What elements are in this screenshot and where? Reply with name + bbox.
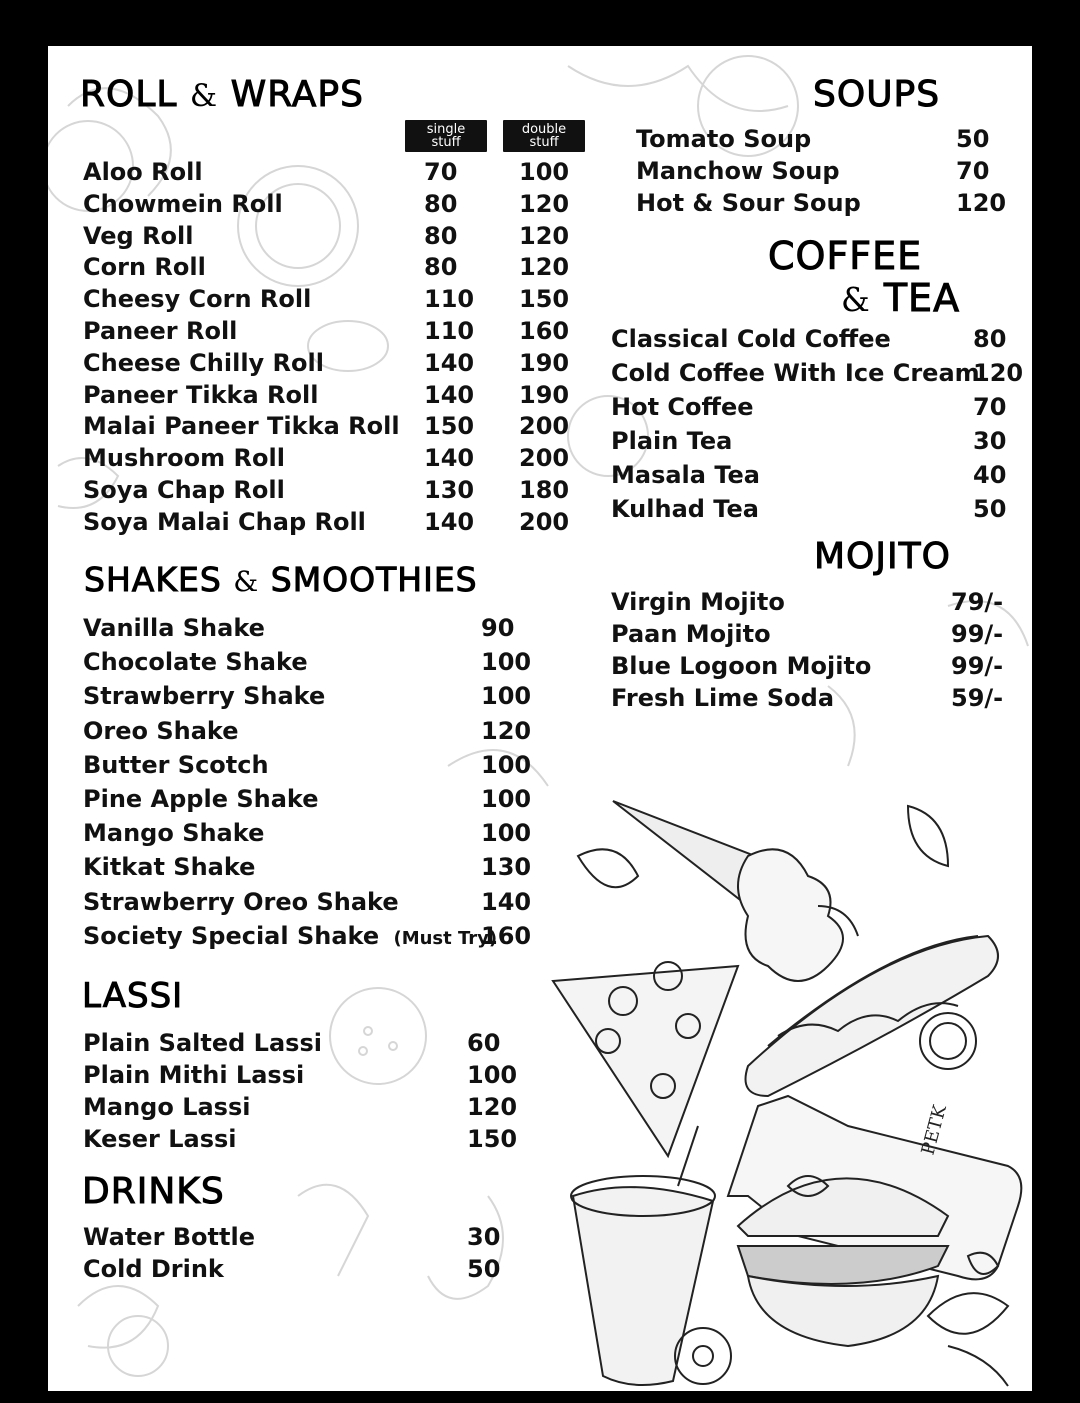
- coffee-item-name: Plain Tea: [611, 427, 733, 455]
- drinks-item-price-price: 50: [467, 1255, 501, 1283]
- rolls-item-price-single: 140: [424, 348, 475, 377]
- drinks-item-name: Cold Drink: [83, 1255, 224, 1283]
- coffee-item-name: Cold Coffee With Ice Cream: [611, 359, 980, 387]
- coffee-heading: COFFEE: [768, 234, 923, 278]
- shakes-heading: SHAKES & SMOOTHIES: [84, 560, 478, 599]
- shakes-item-price-price: 100: [481, 682, 532, 711]
- rolls-item-name: Malai Paneer Tikka Roll: [83, 412, 400, 441]
- rolls-item-name: Mushroom Roll: [83, 444, 285, 473]
- lassi-item-price-price: 60: [467, 1029, 501, 1057]
- soups-item-name: Tomato Soup: [636, 125, 812, 153]
- rolls-item-price-double: 160: [519, 317, 570, 345]
- rolls-item-name: Corn Roll: [83, 253, 206, 282]
- rolls-item-name: Soya Malai Chap Roll: [83, 507, 366, 536]
- mojito-heading: MOJITO: [814, 536, 951, 577]
- lassi-heading: LASSI: [82, 976, 184, 1016]
- soups-item-price-price: 70: [956, 157, 990, 185]
- rolls-item-price-double: 120: [519, 189, 570, 218]
- shakes-item-price-price: 100: [481, 648, 532, 677]
- rolls-item-price-single: 80: [424, 189, 458, 218]
- rolls-item-price-double: 150: [519, 285, 570, 314]
- shakes-item-name: Butter Scotch: [83, 750, 269, 779]
- shakes-item-price-price: 100: [481, 785, 532, 813]
- menu-page: [48, 46, 1032, 1391]
- rolls-heading: ROLL & WRAPS: [80, 74, 364, 115]
- coffee-item-price-price: 70: [973, 393, 1007, 421]
- rolls-item-price-single: 110: [424, 317, 475, 345]
- lassi-item-name: Mango Lassi: [83, 1093, 251, 1121]
- rolls-item-name: Paneer Tikka Roll: [83, 380, 319, 409]
- lassi-item-name: Keser Lassi: [83, 1125, 237, 1153]
- shakes-item-name: Mango Shake: [83, 819, 265, 848]
- rolls-item-price-single: 70: [424, 158, 458, 186]
- shakes-item-price-price: 90: [481, 614, 515, 642]
- shakes-item-name: Chocolate Shake: [83, 648, 308, 677]
- shakes-item-price-price: 120: [481, 716, 532, 745]
- coffee-item-name: Kulhad Tea: [611, 495, 759, 523]
- rolls-item-price-double: 190: [519, 380, 570, 409]
- shakes-item-name: Oreo Shake: [83, 716, 239, 745]
- rolls-item-price-double: 200: [519, 507, 570, 536]
- shakes-item-price-price: 130: [481, 853, 532, 882]
- soups-item-name: Hot & Sour Soup: [636, 189, 861, 217]
- shakes-item-price-price: 100: [481, 819, 532, 848]
- coffee-item-price-price: 50: [973, 495, 1007, 523]
- rolls-item-name: Aloo Roll: [83, 158, 203, 186]
- rolls-item-name: Chowmein Roll: [83, 189, 283, 218]
- rolls-item-name: Veg Roll: [83, 221, 194, 250]
- drinks-heading: DRINKS: [82, 1171, 225, 1212]
- mojito-item-name: Blue Logoon Mojito: [611, 652, 872, 680]
- rolls-item-price-single: 80: [424, 221, 458, 250]
- rolls-item-name: Paneer Roll: [83, 317, 238, 345]
- single-stuff-column-header: single stuff: [405, 120, 487, 152]
- soups-item-price-price: 120: [956, 189, 1007, 217]
- lassi-item-price-price: 120: [467, 1093, 518, 1121]
- shakes-item-name: Pine Apple Shake: [83, 785, 319, 813]
- shakes-item-price-price: 160: [481, 921, 532, 950]
- lassi-item-price-price: 150: [467, 1125, 518, 1153]
- coffee-item-name: Hot Coffee: [611, 393, 754, 421]
- mojito-item-price-price: 79/-: [951, 588, 1004, 616]
- rolls-item-price-single: 130: [424, 476, 475, 504]
- lassi-item-price-price: 100: [467, 1061, 518, 1089]
- rolls-item-price-single: 150: [424, 412, 475, 441]
- rolls-item-name: Cheese Chilly Roll: [83, 348, 324, 377]
- mojito-item-name: Virgin Mojito: [611, 588, 785, 616]
- rolls-item-price-double: 120: [519, 253, 570, 282]
- soups-item-price-price: 50: [956, 125, 990, 153]
- rolls-item-price-single: 110: [424, 285, 475, 314]
- shakes-item-name: Kitkat Shake: [83, 853, 256, 882]
- rolls-item-price-double: 120: [519, 221, 570, 250]
- lassi-item-name: Plain Mithi Lassi: [83, 1061, 305, 1089]
- rolls-item-price-double: 200: [519, 444, 570, 473]
- mojito-item-price-price: 99/-: [951, 652, 1004, 680]
- coffee-item-name: Masala Tea: [611, 461, 760, 489]
- shakes-item-name: Strawberry Shake: [83, 682, 326, 711]
- rolls-item-price-double: 180: [519, 476, 570, 504]
- rolls-item-price-single: 140: [424, 444, 475, 473]
- double-stuff-column-header: double stuff: [503, 120, 585, 152]
- tea-heading: & TEA: [841, 276, 961, 320]
- shakes-item-note: (Must Try): [393, 927, 498, 949]
- mojito-item-price-price: 99/-: [951, 620, 1004, 648]
- soups-heading: SOUPS: [813, 74, 941, 115]
- coffee-item-price-price: 80: [973, 325, 1007, 353]
- rolls-item-price-double: 200: [519, 412, 570, 441]
- shakes-item-price-price: 100: [481, 750, 532, 779]
- coffee-item-price-price: 30: [973, 427, 1007, 455]
- shakes-item-name: Society Special Shake (Must Try): [83, 921, 498, 950]
- lassi-item-name: Plain Salted Lassi: [83, 1029, 322, 1057]
- coffee-item-price-price: 120: [973, 359, 1024, 387]
- soups-item-name: Manchow Soup: [636, 157, 840, 185]
- rolls-item-price-single: 80: [424, 253, 458, 282]
- mojito-item-name: Paan Mojito: [611, 620, 771, 648]
- mojito-item-name: Fresh Lime Soda: [611, 684, 835, 712]
- shakes-item-price-price: 140: [481, 887, 532, 916]
- mojito-item-price-price: 59/-: [951, 684, 1004, 712]
- rolls-item-price-single: 140: [424, 507, 475, 536]
- shakes-item-name: Strawberry Oreo Shake: [83, 887, 399, 916]
- coffee-item-name: Classical Cold Coffee: [611, 325, 891, 353]
- rolls-item-price-single: 140: [424, 380, 475, 409]
- rolls-item-name: Cheesy Corn Roll: [83, 285, 312, 314]
- rolls-item-price-double: 190: [519, 348, 570, 377]
- drinks-item-name: Water Bottle: [83, 1223, 255, 1251]
- rolls-item-price-double: 100: [519, 158, 570, 186]
- drinks-item-price-price: 30: [467, 1223, 501, 1251]
- coffee-item-price-price: 40: [973, 461, 1007, 489]
- shakes-item-name: Vanilla Shake: [83, 614, 265, 642]
- bottle-label: PETK: [917, 1102, 951, 1158]
- rolls-item-name: Soya Chap Roll: [83, 476, 285, 504]
